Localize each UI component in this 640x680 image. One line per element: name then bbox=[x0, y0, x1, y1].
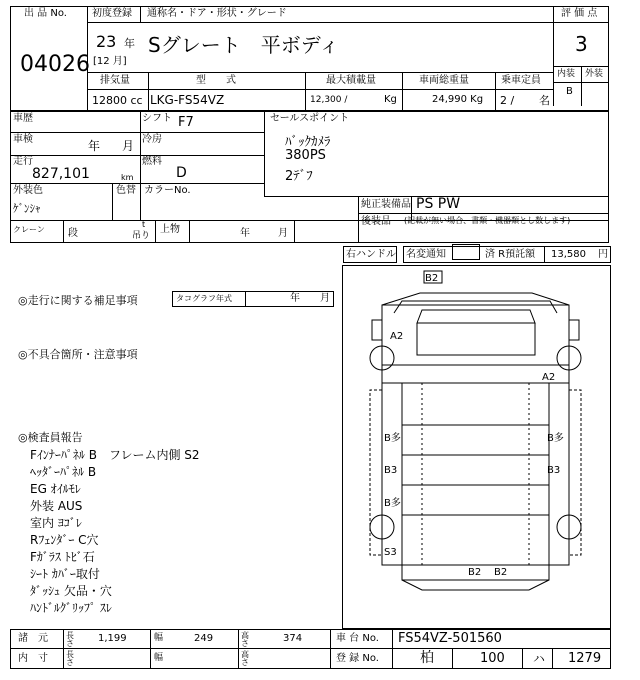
air-conditioning-label: 冷房 bbox=[142, 134, 162, 145]
sales-points-label: セールスポイント bbox=[270, 113, 350, 124]
inspection-label: 車検 bbox=[13, 134, 33, 145]
recycle-deposit-label: 済 R預託額 bbox=[485, 249, 536, 260]
vehicle-name: Sグレート 平ボディ bbox=[148, 33, 340, 57]
registration-number: 1279 bbox=[568, 651, 602, 666]
exterior-color-value: ｹﾞﾝｼｬ bbox=[13, 202, 41, 215]
mileage-value: 827,101 bbox=[32, 166, 90, 182]
tachograph-year: 年 bbox=[290, 293, 300, 304]
first-registration-label: 初度登録 bbox=[92, 8, 132, 19]
registration-class: 100 bbox=[480, 651, 505, 666]
fuel-label: 燃料 bbox=[142, 156, 162, 167]
sales-point-item: 2ﾃﾞﾌ bbox=[285, 169, 313, 184]
registration-month: [12 月] bbox=[93, 56, 127, 67]
shift-label: シフト bbox=[142, 113, 172, 124]
registration-kana: ハ bbox=[533, 652, 546, 666]
recycle-deposit-unit: 円 bbox=[598, 249, 608, 260]
inspector-item: 外装 AUS bbox=[30, 499, 83, 513]
inspector-item: ｼｰﾄ ｶﾊﾞｰ取付 bbox=[30, 567, 100, 581]
displacement-label: 排気量 bbox=[100, 75, 130, 86]
height-label: 高さ bbox=[241, 631, 249, 648]
capacity-value: 2 / bbox=[500, 94, 515, 107]
truck-damage-diagram bbox=[342, 265, 611, 629]
inspector-item: 室内 ﾖｺﾞﾚ bbox=[30, 516, 82, 530]
inspector-item: EG ｵｲﾙﾓﾚ bbox=[30, 482, 81, 496]
mark-b2-bottom-right: B2 bbox=[494, 567, 508, 578]
mileage-label: 走行 bbox=[13, 156, 33, 167]
crane-stage: 段 bbox=[68, 228, 78, 239]
name-change-label: 名変通知 bbox=[406, 249, 446, 260]
right-hand-drive-flag: 右ハンドル bbox=[346, 249, 396, 260]
mark-b3-right: B3 bbox=[547, 465, 561, 476]
lot-number: 04026 bbox=[20, 52, 90, 77]
registration-year-unit: 年 bbox=[124, 37, 135, 50]
score-label: 評 価 点 bbox=[561, 8, 598, 19]
inspector-report-heading: ◎検査員報告 bbox=[18, 431, 83, 444]
specs-label: 諸 元 bbox=[18, 633, 48, 644]
defects-heading: ◎不具合箇所・注意事項 bbox=[18, 348, 138, 361]
interior-width-label: 幅 bbox=[154, 653, 164, 663]
capacity-unit: 名 bbox=[539, 94, 550, 107]
interior-grade: B bbox=[566, 86, 573, 97]
mileage-unit: km bbox=[121, 173, 134, 182]
model-code-label: 型 式 bbox=[196, 75, 236, 86]
inspector-item: ﾍｯﾀﾞｰﾊﾟﾈﾙ B bbox=[30, 465, 97, 479]
exterior-grade-label: 外装 bbox=[585, 69, 604, 79]
inspector-report-list bbox=[30, 446, 200, 616]
genuine-equipment-value: PS PW bbox=[416, 196, 461, 212]
inspector-item: ﾀﾞｯｼｭ 欠品・穴 bbox=[30, 584, 112, 598]
interior-grade-label: 内装 bbox=[557, 69, 576, 79]
mark-b2-top: B2 bbox=[425, 273, 439, 284]
color-number-label: カラーNo. bbox=[144, 185, 191, 196]
genuine-equipment-label: 純正装備品 bbox=[361, 199, 411, 210]
overall-score: 3 bbox=[575, 32, 588, 56]
chassis-number-label: 車 台 No. bbox=[336, 633, 379, 644]
history-label: 車歴 bbox=[13, 113, 33, 124]
mark-a2-left: A2 bbox=[390, 331, 404, 342]
driving-notes-heading: ◎走行に関する補足事項 bbox=[18, 294, 138, 307]
inspector-item: Fｶﾞﾗｽ ﾄﾋﾞ石 bbox=[30, 550, 95, 564]
mark-b-many-1: B多 bbox=[384, 433, 401, 444]
sales-point-item: ﾊﾞｯｸｶﾒﾗ bbox=[285, 135, 331, 150]
upper-body-year: 年 bbox=[240, 228, 250, 239]
registration-number-label: 登 録 No. bbox=[336, 653, 379, 664]
registration-year: 23 bbox=[96, 32, 117, 51]
inspector-item: Fｲﾝﾅｰﾊﾟﾈﾙ B フレーム内側 S2 bbox=[30, 448, 200, 462]
recycle-deposit-amount: 13,580 bbox=[551, 249, 586, 260]
capacity-label: 乗車定員 bbox=[501, 75, 541, 86]
fuel-value: D bbox=[176, 165, 187, 181]
mark-b-many-2: B多 bbox=[547, 433, 564, 444]
inspection-month: 月 bbox=[122, 139, 135, 153]
lot-label: 出 品 No. bbox=[24, 8, 67, 19]
color-change-label: 色替 bbox=[116, 185, 136, 196]
height-value: 374 bbox=[283, 633, 303, 644]
mark-s3: S3 bbox=[384, 547, 397, 558]
max-load-label: 最大積載量 bbox=[326, 75, 376, 86]
max-load-value: 12,300 / bbox=[310, 95, 348, 105]
interior-dimensions-label: 内 寸 bbox=[18, 653, 48, 664]
mark-b3-left: B3 bbox=[384, 465, 398, 476]
mark-b2-bottom: B2 bbox=[468, 567, 482, 578]
width-label: 幅 bbox=[154, 633, 164, 643]
crane-label: クレーン bbox=[13, 225, 45, 234]
crane-ton: t bbox=[142, 220, 146, 229]
upper-body-month: 月 bbox=[278, 228, 288, 239]
inspector-item: Rﾌｪﾝﾀﾞｰ C穴 bbox=[30, 533, 99, 547]
aftermarket-note: (記載が無い場合、書類・機器類とし数します) bbox=[404, 216, 571, 225]
crane-suspend: 吊り bbox=[132, 231, 151, 241]
mark-a2-right: A2 bbox=[542, 372, 556, 383]
mark-b-many-3: B多 bbox=[384, 498, 401, 509]
upper-body-label: 上物 bbox=[160, 224, 180, 235]
chassis-number-value: FS54VZ-501560 bbox=[398, 631, 502, 646]
tachograph-month: 月 bbox=[320, 293, 330, 304]
length-label: 長さ bbox=[66, 631, 74, 648]
registration-area: 柏 bbox=[420, 650, 434, 666]
gross-weight-value: 24,990 Kg bbox=[432, 94, 484, 105]
sales-points-list bbox=[285, 131, 331, 182]
aftermarket-label: 後装品 bbox=[361, 216, 391, 227]
tachograph-label: タコグラフ年式 bbox=[176, 294, 232, 303]
inspector-item: ﾊﾝﾄﾞﾙｸﾞﾘｯﾌﾟ ｽﾚ bbox=[30, 601, 112, 615]
inspection-year: 年 bbox=[88, 139, 101, 153]
exterior-color-label: 外装色 bbox=[13, 185, 43, 196]
interior-length-label: 長さ bbox=[66, 650, 74, 667]
width-value: 249 bbox=[194, 633, 214, 644]
length-value: 1,199 bbox=[98, 633, 127, 644]
max-load-unit: Kg bbox=[384, 94, 397, 105]
interior-height-label: 高さ bbox=[241, 650, 249, 667]
model-code-value: LKG-FS54VZ bbox=[150, 93, 225, 107]
shift-value: F7 bbox=[178, 115, 194, 130]
model-name-label: 通称名・ドア・形状・グレード bbox=[147, 8, 287, 19]
sales-point-item: 380PS bbox=[285, 148, 326, 163]
gross-weight-label: 車両総重量 bbox=[419, 75, 469, 86]
displacement-value: 12800 cc bbox=[92, 94, 143, 107]
